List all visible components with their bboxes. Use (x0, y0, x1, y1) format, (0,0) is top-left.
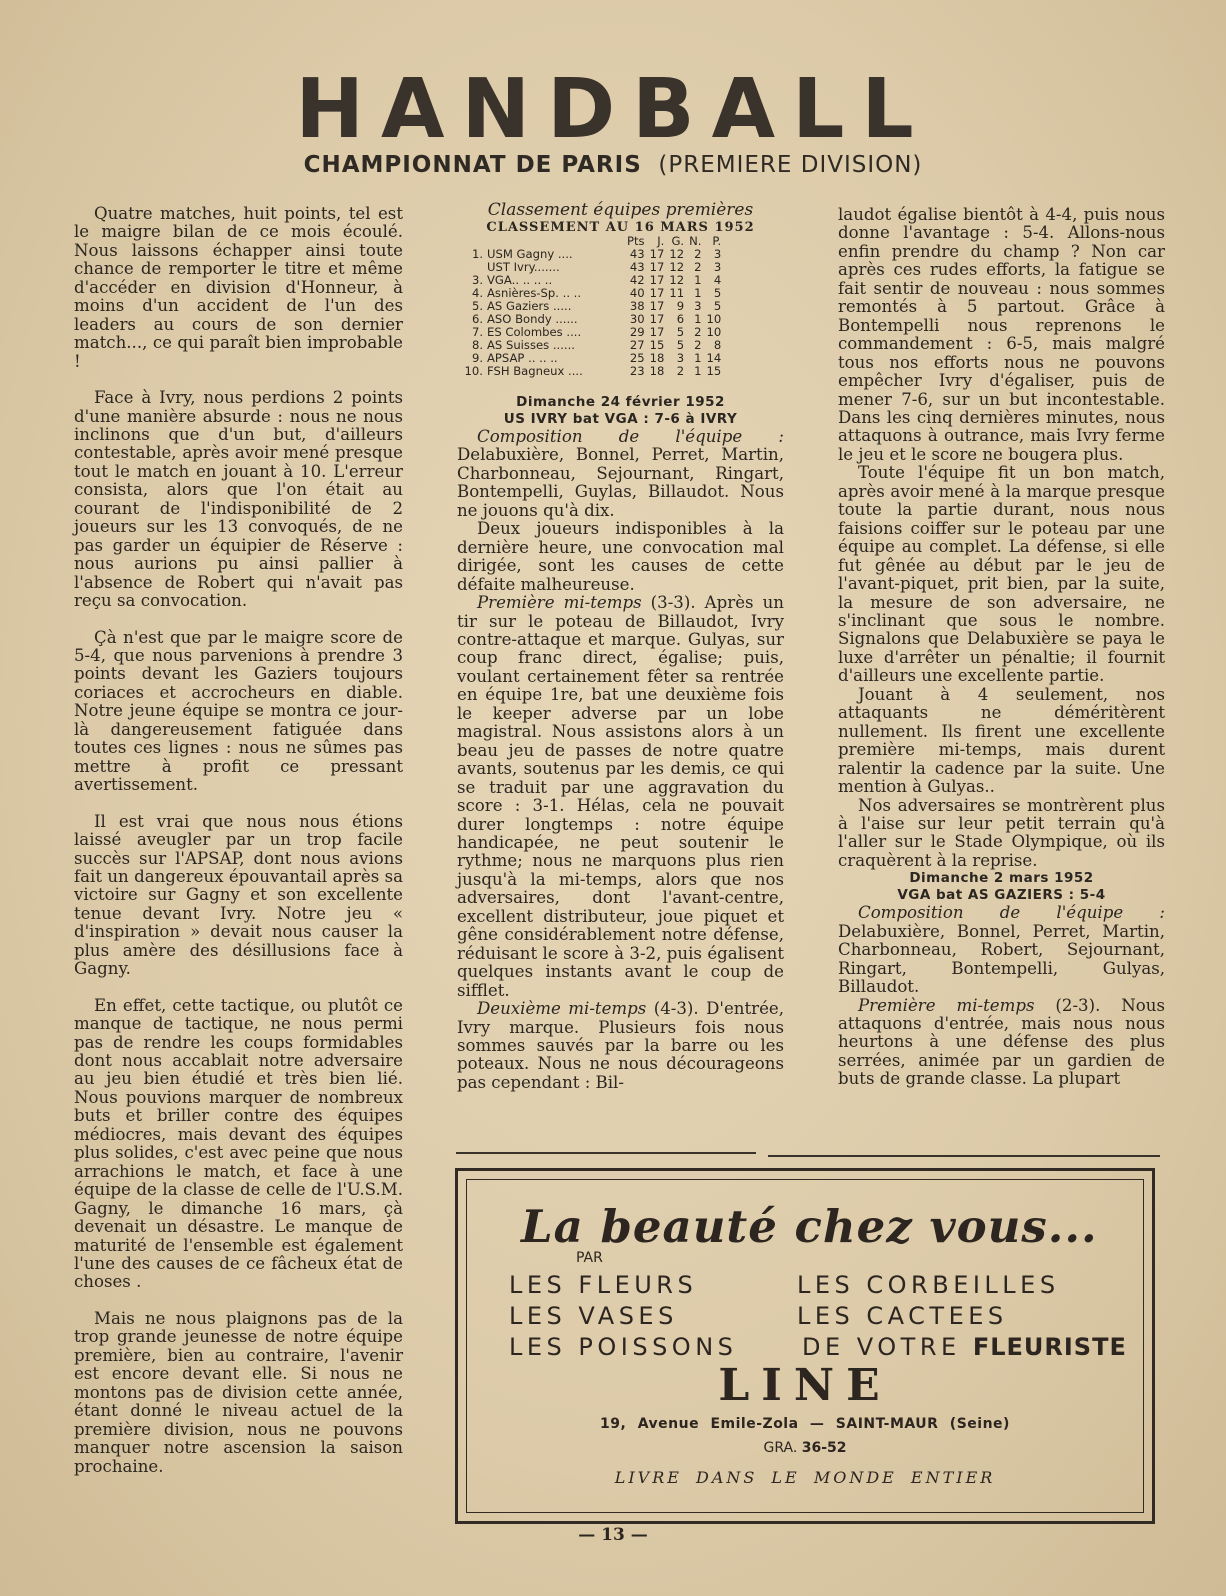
compo-text: Delabuxière, Bonnel, Perret, Martin, Charbonneau, Robert, Sejournant, Ringart, Bontempelli, Gulyas, Billaudot. (838, 921, 1165, 997)
match-result: US IVRY bat VGA : 7-6 à IVRY (503, 411, 738, 427)
team: Asnières-Sp. .. .. (487, 286, 582, 300)
won: 5 (676, 338, 685, 352)
points: 42 (629, 273, 645, 287)
drawn: 1 (694, 364, 702, 378)
ad-shop-name: LINE (718, 1360, 892, 1411)
ad-tagline: LIVRE DANS LE MONDE ENTIER (614, 1468, 996, 1487)
points: 38 (629, 299, 645, 313)
article-column-1 (74, 205, 403, 1476)
ad-item: LES CORBEILLES (797, 1271, 1060, 1299)
points: 43 (629, 260, 645, 274)
team: USM Gagny .... (487, 247, 573, 261)
paragraph: Toute l'équipe fit un bon match, après avoir mené à la marque presque toute la partie durant, nous nous faisions coiffer sur le poteau par une équipe au complet. La défense, si elle fut gênée au début par le jeu de l'avant-piquet, prit bien, par la suite, la mesure de son adversaire, ne s'inclinant que sous le nombre. Signalons que Delabuxière se paya le luxe d'arrêter un pénaltie; il fournit d'ailleurs une excellente partie. (838, 463, 1165, 686)
played: 17 (649, 260, 665, 274)
points: 43 (629, 247, 645, 261)
rank: 9. (471, 351, 483, 365)
half-label: Deuxième mi-temps (477, 999, 647, 1019)
col-header: G. (671, 234, 685, 248)
won: 12 (669, 247, 685, 261)
drawn: 3 (694, 299, 702, 313)
paragraph: Nos adversaires se montrèrent plus à l'aise sur leur petit terrain qu'à l'aller sur le Stade Olympique, où ils craquèrent à la reprise. (838, 795, 1165, 870)
won: 6 (676, 312, 685, 326)
ad-item: LES VASES (509, 1302, 678, 1330)
paragraph: laudot égalise bientôt à 4-4, puis nous donne l'avantage : 5-4. Allons-nous enfin prendre du champ ? Non car après ces rudes efforts, la fatigue se fait sentir de nouveau : nous sommes remontés à 5 partout. Grâce à Bontempelli nous reprenons le commandement : 6-5, mais malgré tous nos efforts nous ne pouvons empêcher Ivry d'égaliser, puis de mener 7-6, sur un but incontestable. Dans les cinq dernières minutes, nous attaquons à outrance, mais Ivry ferme le jeu et le score ne bougera plus. (838, 205, 1165, 464)
team: APSAP .. .. .. (487, 351, 558, 365)
standings-heading: CLASSEMENT AU 16 MARS 1952 (486, 220, 755, 235)
col-header: Pts (627, 234, 645, 248)
team: AS Suisses ...... (487, 338, 575, 352)
played: 17 (649, 273, 665, 287)
ad-headline: La beauté chez vous... (521, 1200, 1098, 1253)
ad-item (802, 1332, 1127, 1363)
col-header: P. (712, 234, 722, 248)
ad-item-bold: FLEURISTE (972, 1333, 1127, 1361)
advertisement (455, 1168, 1155, 1524)
points: 23 (629, 364, 645, 378)
compo-label: Composition de l'équipe : (477, 427, 784, 446)
played: 17 (649, 325, 665, 339)
drawn: 1 (694, 312, 702, 326)
half-text: (3-3). Après un tir sur le poteau de Billaudot, Ivry contre-attaque et marque. Gulyas, sur coup franc direct, égalise; puis, voulant certainement fêter sa rentrée en équipe 1re, bat une deuxième fois le keeper adverse par un lobe magistral. Nous assistons alors à un beau jeu de passes de notre quatre avants, soutenus par les demis, ce qui se traduit par une aggravation du score : 3-1. Hélas, cela ne pouvait durer longtemps : notre équipe handicapée, ne peut soutenir le rythme; nous ne marquons plus rien jusqu'à la mi-temps, alors que nos adversaires, dont l'avant-centre, excellent distributeur, joue piquet et gêne considérablement notre défense, réduisant le score à 3-2, puis égalisent quelques instants avant le coup de sifflet. (457, 593, 784, 1000)
match-result: VGA bat AS GAZIERS : 5-4 (897, 887, 1106, 904)
played: 18 (649, 364, 665, 378)
standings-table (461, 235, 726, 378)
team: AS Gaziers ..... (487, 299, 572, 313)
team: VGA.. .. .. .. (487, 273, 553, 287)
tel-prefix: GRA. (763, 1440, 798, 1456)
standings-caption: Classement équipes premières (487, 200, 754, 220)
rank: 8. (471, 338, 483, 352)
half-text: (4-3). D'entrée, Ivry marque. Plusieurs fois nous sommes sauvés par la barre ou les poteaux. Nous ne nous décourageons pas cependant : Bil- (457, 999, 784, 1092)
paragraph (838, 997, 1165, 1089)
half-label: Première mi-temps (858, 995, 1035, 1015)
points: 25 (629, 351, 645, 365)
won: 11 (669, 286, 685, 300)
rank: 6. (471, 312, 483, 326)
drawn: 2 (694, 260, 702, 274)
drawn: 1 (694, 351, 702, 365)
drawn: 2 (694, 338, 702, 352)
divider (456, 1152, 756, 1154)
compo-text: Delabuxière, Bonnel, Perret, Martin, Charbonneau, Sejournant, Ringart, Bontempelli, Guylas, Billaudot. Nous ne jouons qu'à dix. (457, 445, 784, 520)
team: UST Ivry....... (487, 260, 560, 274)
ad-inner-frame (466, 1179, 1144, 1513)
won: 12 (669, 273, 685, 287)
won: 12 (669, 260, 685, 274)
standings-row (461, 365, 726, 378)
rank: 5. (471, 299, 483, 313)
rank: 7. (471, 325, 483, 339)
ad-item-prefix: DE VOTRE (802, 1333, 961, 1361)
played: 17 (649, 299, 665, 313)
paragraph (457, 1000, 784, 1092)
ad-address: 19, Avenue Emile-Zola — SAINT-MAUR (Seine) (600, 1416, 1010, 1432)
article-column-3 (838, 206, 1165, 1089)
page-title: HANDBALL (295, 62, 931, 157)
played: 17 (649, 247, 665, 261)
paragraph (457, 594, 784, 1000)
ad-item: LES POISSONS (509, 1333, 738, 1361)
subtitle-division: (PREMIERE DIVISION) (658, 152, 923, 178)
played: 17 (649, 286, 665, 300)
lost: 15 (706, 364, 722, 378)
team: FSH Bagneux .... (487, 364, 583, 378)
tel-number: 36-52 (801, 1440, 847, 1456)
paragraph: Il est vrai que nous nous étions laissé aveugler par un trop facile succès sur l'APSAP, dont nous avions fait un dangereux épouvantail après sa victoire sur Gagny et son excellente tenue devant Ivry. Notre jeu « d'inspiration » devait nous causer la plus amère des désillusions face à Gagny. (74, 811, 403, 979)
lost: 4 (713, 273, 722, 287)
drawn: 1 (694, 273, 702, 287)
points: 40 (629, 286, 645, 300)
ad-telephone (467, 1440, 1143, 1456)
won: 2 (676, 364, 685, 378)
won: 9 (676, 299, 685, 313)
lost: 10 (706, 312, 722, 326)
drawn: 2 (694, 247, 702, 261)
ad-par: PAR (576, 1250, 603, 1266)
ad-item: LES FLEURS (509, 1271, 698, 1299)
points: 30 (629, 312, 645, 326)
paragraph: Çà n'est que par le maigre score de 5-4, que nous parvenions à prendre 3 points devant les Gaziers toujours coriaces et accrocheurs en diable. Notre jeune équipe se montra ce jour-là dangereusement fatiguée dans toutes ces lignes : nous ne sûmes pas mettre à profit ce pressant avertissement. (74, 627, 403, 795)
rank: 3. (471, 273, 483, 287)
lost: 10 (706, 325, 722, 339)
paragraph: Mais ne nous plaignons pas de la trop grande jeunesse de notre équipe première, bien au contraire, l'avenir est encore devant elle. Si nous ne montons pas de division cette année, étant donné le niveau actuel de la première division, nous ne pouvons manquer notre ascension la saison prochaine. (74, 1308, 403, 1476)
lost: 3 (713, 247, 722, 261)
lost: 5 (713, 286, 722, 300)
won: 3 (676, 351, 685, 365)
rank: 10. (464, 364, 483, 378)
lost: 14 (706, 351, 722, 365)
half-label: Première mi-temps (477, 593, 642, 613)
points: 29 (629, 325, 645, 339)
paragraph: Deux joueurs indisponibles à la dernière heure, une convocation mal dirigée, sont les causes de cette défaite malheureuse. (457, 519, 784, 594)
paragraph (457, 428, 784, 520)
won: 5 (676, 325, 685, 339)
col-header: J. (657, 234, 665, 248)
team: ASO Bondy ...... (487, 312, 578, 326)
article-column-2 (457, 200, 784, 1092)
drawn: 1 (694, 286, 702, 300)
page-number: — 13 — (578, 1525, 648, 1545)
drawn: 2 (694, 325, 702, 339)
rank: 4. (471, 286, 483, 300)
lost: 3 (713, 260, 722, 274)
match-date: Dimanche 2 mars 1952 (909, 870, 1094, 887)
played: 18 (649, 351, 665, 365)
ad-item: LES CACTEES (797, 1302, 1008, 1330)
paragraph: Face à Ivry, nous perdions 2 points d'une manière absurde : nous ne nous inclinons que d'un but, d'ailleurs contestable, après avoir mené presque tout le match en jouant à 10. L'erreur consista, alors que l'on était au courant de l'indisponibilité de 2 joueurs sur les 13 convoqués, de ne pas garder un équipier de Réserve : nous aurions pu ainsi pallier à l'absence de Robert qui n'avait pas reçu sa convocation. (74, 388, 403, 611)
compo-label: Composition de l'équipe : (858, 903, 1165, 923)
played: 17 (649, 312, 665, 326)
paragraph: En effet, cette tactique, ou plutôt ce manque de tactique, ne nous permi pas de rendre les coups formidables dont nous accablait notre adversaire au jeu bien étudié et très bien lié. Nous pouvions marquer de nombreux buts et briller contre des équipes médiocres, mais devant des équipes plus solides, c'est avec peine que nous arrachions le match, et face à une équipe de la classe de celle de l'U.S.M. Gagny, le dimanche 16 mars, çà devenait un désastre. Le manque de maturité de l'ensemble est également l'une des causes de ce fâcheux état de choses . (74, 995, 403, 1292)
points: 27 (629, 338, 645, 352)
divider (768, 1155, 1160, 1157)
subtitle-main: CHAMPIONNAT DE PARIS (303, 152, 642, 178)
paragraph: Jouant à 4 seulement, nos attaquants ne déméritèrent nullement. Ils firent une excellente première mi-temps, mais durent ralentir la cadence par la suite. Une mention à Gulyas.. (838, 684, 1165, 797)
lost: 5 (713, 299, 722, 313)
rank: 1. (471, 247, 483, 261)
match-date: Dimanche 24 février 1952 (516, 394, 725, 410)
lost: 8 (713, 338, 722, 352)
paragraph (838, 904, 1165, 996)
col-header: N. (689, 234, 702, 248)
half-text: (2-3). Nous attaquons d'entrée, mais nous nous heurtons à une défense des plus serrées, animée par un gardien de buts de grande classe. La plupart (838, 995, 1165, 1089)
played: 15 (649, 338, 665, 352)
page-subtitle (0, 152, 1226, 178)
paragraph: Quatre matches, huit points, tel est le maigre bilan de ce mois écoulé. Nous laissons échapper ainsi toute chance de remporter le titre et même d'accéder en division d'Honneur, à moins d'un accident de l'un des leaders au cours de son dernier match..., ce qui paraît bien improbable ! (74, 204, 403, 371)
team: ES Colombes .... (487, 325, 582, 339)
